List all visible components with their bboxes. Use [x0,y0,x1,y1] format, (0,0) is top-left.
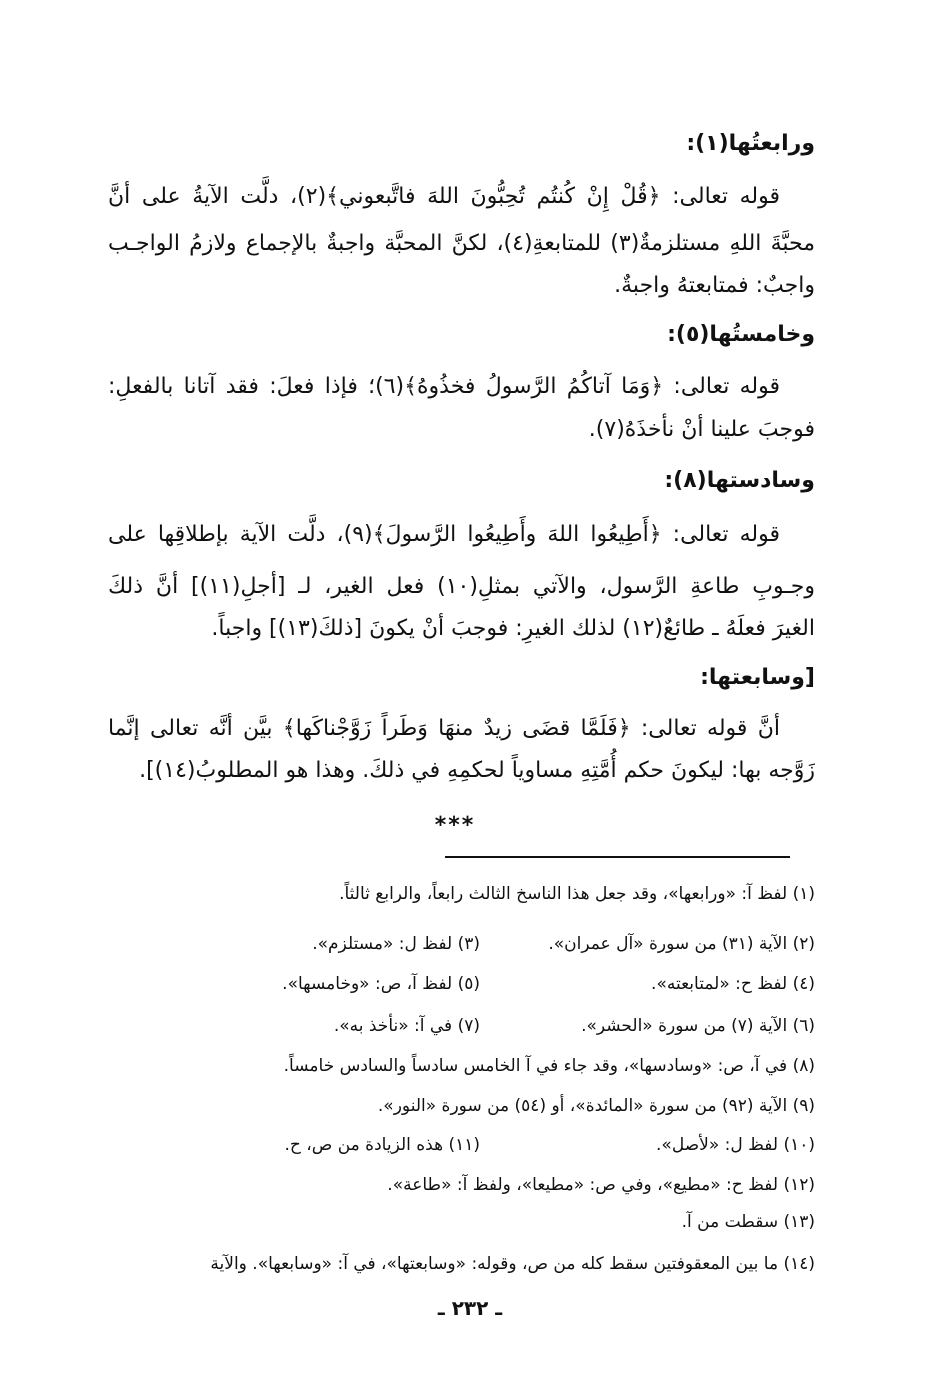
footnote: (٧) في آ: «نأخذ به». [333,1016,480,1036]
body-line: وجـوبِ طاعةِ الرَّسول، والآتي بمثلِ(١٠) فعل الغير، لـ [أجلِ(١١)] أنَّ ذلكَ [108,574,815,599]
footnote: (٩) الآية (٩٢) من سورة «المائدة»، أو (٥٤) من سورة «النور». [377,1096,815,1116]
body-line: قوله تعالى: ﴿أَطِيعُوا اللهَ وأَطِيعُوا الرَّسولَ﴾(٩)، دلَّت الآية بإطلاقِها على [108,522,780,547]
section-heading-sixth: وسادستها(٨): [664,468,815,493]
footnote: (٨) في آ، ص: «وسادسها»، وقد جاء في آ الخامس سادساً والسادس خامساً. [283,1056,815,1076]
footnote: (١١) هذه الزيادة من ص، ح. [284,1135,480,1155]
section-heading-fifth: وخامستُها(٥): [667,322,815,347]
section-heading-fourth: ورابعتُها(١): [686,131,815,156]
footnote: (١٢) لفظ ح: «مطيع»، وفي ص: «مطيعا»، ولفظ آ: «طاعة». [387,1175,815,1195]
footnote: (١٠) لفظ ل: «لأصل». [656,1135,815,1155]
body-line: محبَّةَ اللهِ مستلزمةٌ(٣) للمتابعةِ(٤)، لكنَّ المحبَّة واجبةٌ بالإجماع ولازمُ الواجـب [108,231,815,256]
footnote: (٤) لفظ ح: «لمتابعته». [651,974,815,994]
footnote: (١٤) ما بين المعقوفتين سقط كله من ص، وقوله: «وسابعتها»، في آ: «وسابعها». والآية [210,1254,815,1274]
body-line: زَوَّجه بها: ليكونَ حكم أُمَّتِهِ مساوياً لحكمِهِ في ذلكَ. وهذا هو المطلوبُ(١٤)]. [139,758,815,783]
body-line: قوله تعالى: ﴿وَمَا آتاكُمُ الرَّسولُ فخذُوهُ﴾(٦)؛ فإذا فعلَ: فقد آتانا بالفعلِ: [108,374,780,399]
footnote: (٢) الآية (٣١) من سورة «آل عمران». [548,934,815,954]
body-line: واجبٌ: فمتابعتهُ واجبةٌ. [614,273,815,298]
body-line: قوله تعالى: ﴿قُلْ إِنْ كُنتُم تُحِبُّونَ اللهَ فاتَّبعوني﴾(٢)، دلَّت الآيةُ على أنَّ [108,184,780,209]
footnote: (١٣) سقطت من آ. [681,1212,815,1232]
footnote: (٥) لفظ آ، ص: «وخامسها». [282,974,480,994]
section-heading-seventh: [وسابعتها: [700,665,815,690]
footnote: (٦) الآية (٧) من سورة «الحشر». [581,1016,815,1036]
body-line: أنَّ قوله تعالى: ﴿فَلَمَّا قضَى زيدٌ منهَا وَطَراً زَوَّجْناكَها﴾ بيَّن أنَّه تعالى إنَّما [108,716,780,741]
footnote: (١) لفظ آ: «ورابعها»، وقد جعل هذا الناسخ الثالث رابعاً، والرابع ثالثاً. [339,884,815,904]
footnote-rule [445,856,790,858]
page-number: ـ ٢٣٢ ـ [437,1296,503,1320]
footnote: (٣) لفظ ل: «مستلزم». [312,934,480,954]
body-line: الغيرَ فعلَهُ ـ طائعٌ(١٢) لذلك الغيرِ: فوجبَ أنْ يكونَ [ذلكَ(١٣)] واجباً. [211,616,815,641]
section-separator: *** [434,813,476,838]
body-line: فوجبَ علينا أنْ نأخذَهُ(٧). [588,417,815,442]
